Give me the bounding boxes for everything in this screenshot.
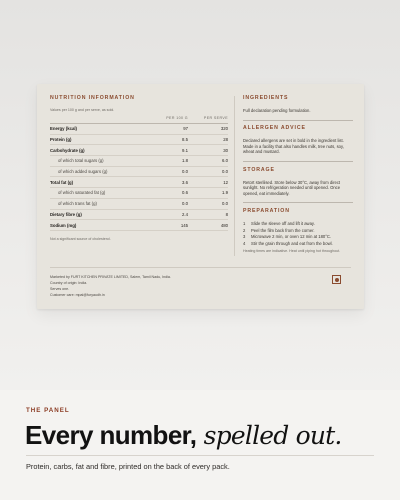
value-perserve: 8 bbox=[225, 211, 228, 217]
storage-section bbox=[243, 161, 353, 196]
value-per100: 0.0 bbox=[182, 169, 188, 175]
nutrient-label: Energy (kcal) bbox=[50, 126, 77, 132]
storage-text: Retort sterilised. Store below 30°C, away from direct sunlight. No refrigeration needed until opened. Once opened, eat immediately. bbox=[243, 179, 341, 196]
ingredients-title: INGREDIENTS bbox=[243, 95, 289, 101]
nutrition-row bbox=[50, 210, 228, 221]
nutrient-label: Sodium (mg) bbox=[50, 222, 77, 228]
nutrient-label: Dietary fibre (g) bbox=[50, 211, 82, 217]
nutrition-section bbox=[50, 95, 228, 241]
value-per100: 8.5 bbox=[182, 137, 188, 143]
preparation-title: PREPARATION bbox=[243, 207, 290, 214]
allergen-text: Declared allergens are set in bold in the ingredient list. Made in a facility that also handles milk, tree nuts, soy, wheat and mustard. bbox=[243, 138, 344, 155]
nutrition-row bbox=[50, 177, 228, 188]
headline bbox=[25, 420, 342, 451]
nutrition-row bbox=[50, 220, 228, 231]
origin-line: Country of origin: India. bbox=[50, 281, 88, 285]
value-per100: 9.1 bbox=[182, 147, 188, 153]
col-perserve-header: PER SERVE bbox=[203, 116, 228, 120]
nutrient-label: Carbohydrate (g) bbox=[50, 147, 85, 153]
nutrition-row bbox=[50, 188, 228, 199]
section-kicker: THE PANEL bbox=[26, 407, 70, 414]
value-perserve: 0.0 bbox=[222, 169, 228, 175]
prep-step: 4 Stir the grain through and eat from the bowl. bbox=[243, 240, 333, 246]
nutrient-label: of which total sugars (g) bbox=[58, 158, 104, 164]
nutrition-row bbox=[50, 156, 228, 167]
ingredients-section bbox=[243, 95, 353, 114]
headline-rule bbox=[26, 455, 374, 456]
section-divider bbox=[243, 202, 353, 203]
footer-divider bbox=[50, 267, 351, 268]
headline-bold: Every number, bbox=[25, 420, 197, 450]
nutrient-label: of which trans fat (g) bbox=[58, 201, 97, 207]
nutrition-note: Values per 100 g and per serve, as sold. bbox=[50, 108, 115, 112]
nutrient-label: of which saturated fat (g) bbox=[58, 190, 106, 196]
value-per100: 3.6 bbox=[182, 179, 188, 185]
customer-care-line: Customer care: mpal@furyaudh.in bbox=[50, 293, 105, 297]
value-perserve: 1.9 bbox=[222, 190, 228, 196]
value-per100: 2.4 bbox=[182, 211, 188, 217]
prep-step: 2 Peel the film back from the corner. bbox=[243, 227, 315, 233]
nutrition-footnote: Not a significant source of cholesterol. bbox=[50, 236, 111, 241]
serves-line: Serves one. bbox=[50, 287, 70, 291]
nutrition-title: NUTRITION INFORMATION bbox=[50, 95, 135, 101]
section-divider bbox=[243, 161, 353, 162]
preparation-steps bbox=[243, 221, 353, 247]
non-veg-symbol-icon bbox=[332, 275, 341, 284]
value-perserve: 30 bbox=[223, 147, 228, 153]
value-per100: 1.8 bbox=[182, 158, 188, 164]
preparation-note: Heating times are indicative. Heat until piping hot throughout. bbox=[243, 249, 341, 254]
nutrition-row bbox=[50, 124, 228, 135]
nutrition-table-header bbox=[50, 116, 228, 124]
allergen-section bbox=[243, 120, 353, 155]
value-perserve: 6.0 bbox=[222, 158, 228, 164]
section-divider bbox=[243, 120, 353, 121]
value-perserve: 0.0 bbox=[222, 201, 228, 207]
marketed-line: Marketed by FURT KITCHEN PRIVATE LIMITED, Salem, Tamil Nadu, India. bbox=[50, 275, 171, 279]
ingredients-text: Full declaration pending formulation. bbox=[243, 108, 311, 113]
description: Protein, carbs, fat and fibre, printed on the back of every pack. bbox=[26, 462, 230, 471]
headline-italic: spelled out. bbox=[203, 421, 342, 450]
nutrient-label: Total fat (g) bbox=[50, 179, 74, 185]
preparation-section bbox=[243, 202, 353, 253]
nutrition-row bbox=[50, 199, 228, 210]
value-perserve: 28 bbox=[223, 137, 228, 143]
value-perserve: 320 bbox=[220, 126, 228, 132]
value-per100: 0.6 bbox=[182, 190, 188, 196]
value-perserve: 480 bbox=[220, 222, 228, 228]
nutrition-row bbox=[50, 145, 228, 156]
value-per100: 145 bbox=[180, 222, 188, 228]
value-perserve: 12 bbox=[223, 179, 228, 185]
marketed-by-block bbox=[50, 274, 250, 298]
info-column bbox=[243, 95, 353, 259]
prep-step: 3 Microwave 2 min, or oven 12 min at 180°C. bbox=[243, 234, 332, 240]
storage-title: STORAGE bbox=[243, 166, 275, 173]
nutrition-row bbox=[50, 135, 228, 146]
nutrient-label: of which added sugars (g) bbox=[58, 169, 108, 175]
prep-step: 1 Slide the sleeve off and lift it away. bbox=[243, 220, 315, 226]
back-of-pack-panel bbox=[37, 84, 364, 309]
nutrition-row bbox=[50, 167, 228, 178]
nutrition-table-body bbox=[50, 124, 228, 231]
value-per100: 0.0 bbox=[182, 201, 188, 207]
value-per100: 97 bbox=[183, 126, 188, 132]
col-per100-header: PER 100 G bbox=[166, 116, 188, 120]
allergen-title: ALLERGEN ADVICE bbox=[243, 125, 306, 132]
column-divider bbox=[234, 96, 235, 256]
nutrient-label: Protein (g) bbox=[50, 137, 72, 143]
